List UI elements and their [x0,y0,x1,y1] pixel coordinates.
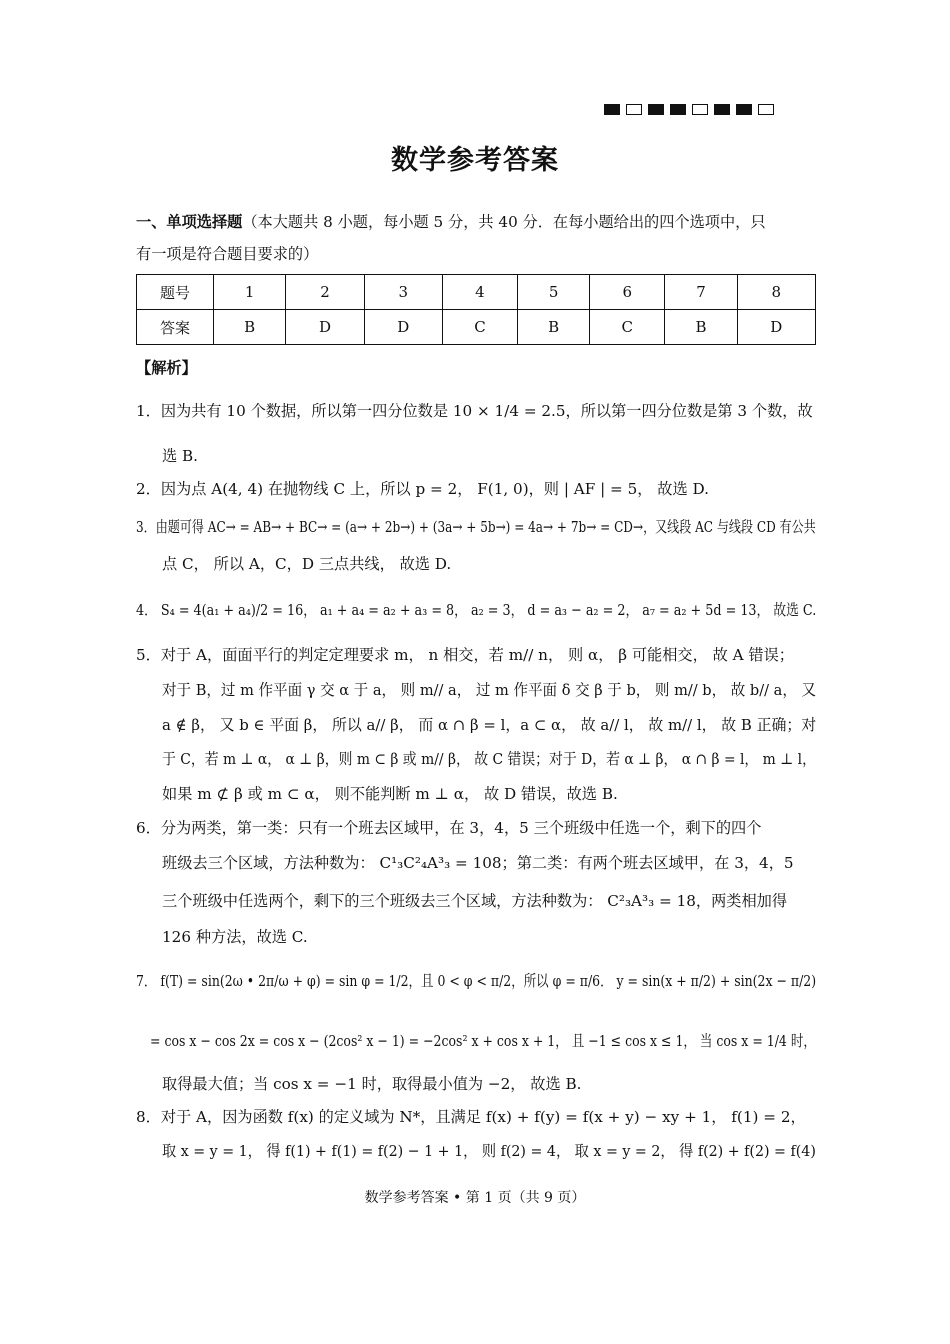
header-mark [736,104,752,115]
header-mark [758,104,774,115]
header-mark [692,104,708,115]
solution-line: 取得最大值；当 cos x = −1 时，取得最小值为 −2， 故选 B. [162,1075,582,1093]
table-cell: 5 [517,275,589,310]
solution-line: = cos x − cos 2x = cos x − (2cos² x − 1) = −2cos² x + cos x + 1， 且 −1 ≤ cos x ≤ 1， 当 cos x = 1/4 时， [150,1032,816,1050]
table-cell: C [590,310,665,345]
analysis-heading: 【解析】 [136,359,197,377]
row-label-number: 题号 [137,275,214,310]
table-cell: 6 [590,275,665,310]
solution-line: 4． S₄ = 4(a₁ + a₄)/2 = 16， a₁ + a₄ = a₂ + a₃ = 8， a₂ = 3， d = a₃ − a₂ = 2， a₇ = a₂ + 5d = 13， 故选 C. [136,601,817,619]
solution-line: 5．对于 A，面面平行的判定定理要求 m， n 相交，若 m// n， 则 α， β 可能相交， 故 A 错误； [136,646,794,664]
solution-line: 于 C，若 m ⊥ α， α ⊥ β，则 m ⊂ β 或 m// β， 故 C 错误；对于 D，若 α ⊥ β， α ∩ β = l， m ⊥ l， [162,750,816,768]
table-cell: 1 [214,275,286,310]
table-cell: 8 [737,275,815,310]
table-cell: B [665,310,737,345]
table-cell: D [286,310,364,345]
table-cell: 7 [665,275,737,310]
table-cell: D [364,310,442,345]
table-cell: B [214,310,286,345]
solution-line: 126 种方法，故选 C. [162,928,308,946]
table-cell: C [442,310,517,345]
table-cell: 4 [442,275,517,310]
solution-line: 如果 m ⊄ β 或 m ⊂ α， 则不能判断 m ⊥ α， 故 D 错误，故选 B. [162,785,618,803]
table-cell: B [517,310,589,345]
header-mark [626,104,642,115]
solution-line: 2．因为点 A(4, 4) 在抛物线 C 上，所以 p = 2， F(1, 0)，则 | AF | = 5， 故选 D. [136,480,709,498]
section-heading-line [136,212,766,232]
table-row [137,275,816,310]
solution-line: 取 x = y = 1， 得 f(1) + f(1) = f(2) − 1 + 1， 则 f(2) = 4， 取 x = y = 2， 得 f(2) + f(2) = f(4) [162,1142,816,1160]
row-label-answer: 答案 [137,310,214,345]
solution-line: 对于 B，过 m 作平面 γ 交 α 于 a， 则 m// a， 过 m 作平面 δ 交 β 于 b， 则 m// b， 故 b// a， 又 [162,681,817,699]
header-mark [648,104,664,115]
solution-line: 选 B. [162,447,199,465]
section-heading: 一、单项选择题 [136,213,243,231]
page-footer: 数学参考答案 • 第 1 页（共 9 页） [364,1190,586,1206]
header-mark [714,104,730,115]
header-mark [604,104,620,115]
header-mark [670,104,686,115]
page-title: 数学参考答案 [391,145,559,176]
solution-line: 点 C， 所以 A，C，D 三点共线， 故选 D. [162,555,452,573]
table-cell: 2 [286,275,364,310]
table-cell: 3 [364,275,442,310]
table-cell: D [737,310,815,345]
solution-line: 6．分为两类，第一类：只有一个班去区域甲，在 3，4，5 三个班级中任选一个，剩下的四个 [136,819,762,837]
section-description-line-2: 有一项是符合题目要求的） [136,245,319,263]
answer-table [136,274,816,345]
solution-line: 3．由题可得 AC→ = AB→ + BC→ = (a→ + 2b→) + (3a→ + 5b→) = 4a→ + 7b→ = CD→，又线段 AC 与线段 CD 有公共 [136,518,816,536]
solution-line: 7． f(T) = sin(2ω • 2π/ω + φ) = sin φ = 1/2，且 0 < φ < π/2，所以 φ = π/6． y = sin(x + π/2) + sin(2x − π/2) [136,972,817,990]
header-marks [604,104,774,115]
section-description: （本大题共 8 小题，每小题 5 分，共 40 分．在每小题给出的四个选项中，只 [242,213,766,231]
solution-line: 班级去三个区域，方法种数为： C¹₃C²₄A³₃ = 108；第二类：有两个班去区域甲，在 3，4，5 [162,854,794,872]
solution-line: 1．因为共有 10 个数据，所以第一四分位数是 10 × 1/4 = 2.5，所以第一四分位数是第 3 个数，故 [136,402,813,420]
solution-line: 8．对于 A，因为函数 f(x) 的定义域为 N*，且满足 f(x) + f(y) = f(x + y) − xy + 1， f(1) = 2， [136,1108,806,1126]
solution-line: a ∉ β， 又 b ∈ 平面 β， 所以 a// β， 而 α ∩ β = l，a ⊂ α， 故 a// l， 故 m// l， 故 B 正确；对 [162,716,817,734]
solution-line: 三个班级中任选两个，剩下的三个班级去三个区域，方法种数为： C²₃A³₃ = 18，两类相加得 [162,892,788,910]
table-row [137,310,816,345]
